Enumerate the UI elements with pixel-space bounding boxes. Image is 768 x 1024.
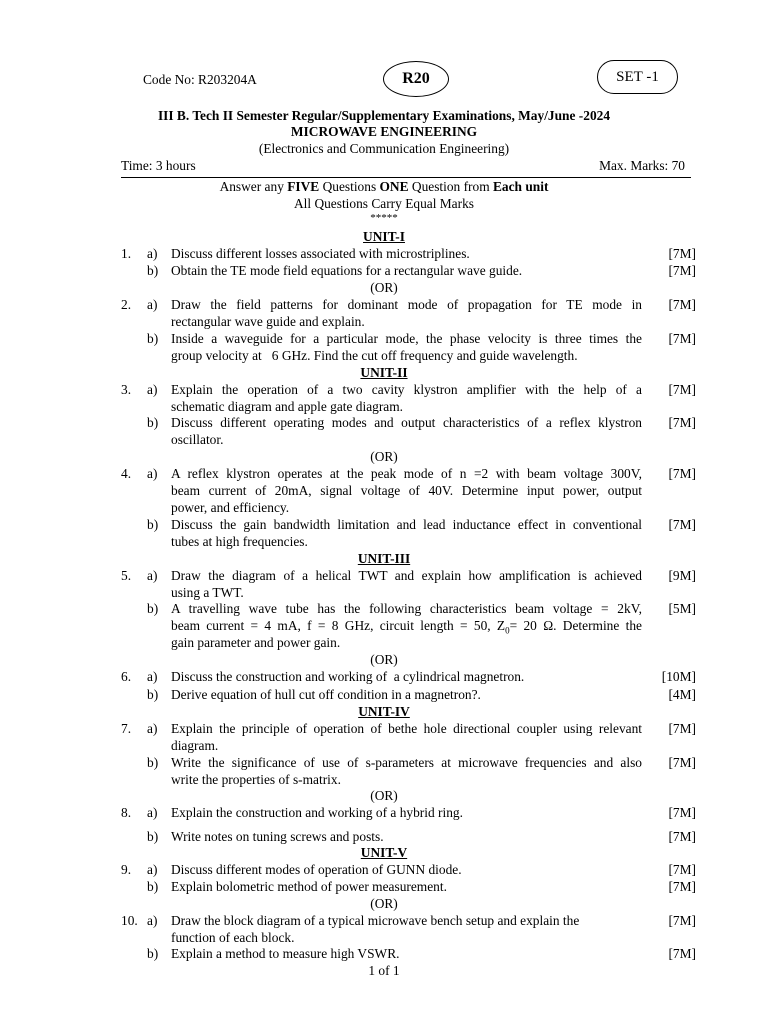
page-number: 1 of 1	[368, 963, 400, 978]
question-marks: [7M]	[668, 755, 696, 770]
code-number: Code No: R203204A	[143, 72, 257, 87]
question-marks: [7M]	[668, 913, 696, 928]
subject-title: MICROWAVE ENGINEERING	[290, 124, 478, 139]
subpart-label: a)	[147, 721, 158, 736]
subpart-label: a)	[147, 913, 158, 928]
subpart-label: b)	[147, 517, 159, 532]
or-separator: (OR)	[370, 449, 398, 464]
question-text: Discuss the construction and working of a cylindrical magnetron.	[171, 669, 525, 684]
subpart-label: b)	[147, 687, 159, 702]
exam-title: III B. Tech II Semester Regular/Supplementary Examinations, May/June -2024	[157, 108, 611, 123]
instructions-line-1: Answer any FIVE Questions ONE Question from Each unit	[219, 179, 549, 194]
subpart-label: a)	[147, 466, 158, 481]
question-text: A reflex klystron operates at the peak mode of n =2 with beam voltage 300V, beam current of 20mA, signal voltage of 40V. Determine input power, output power, and efficiency.	[171, 466, 642, 515]
question-number: 10.	[121, 913, 138, 928]
subpart-label: b)	[147, 946, 159, 961]
question-number: 5.	[121, 568, 132, 583]
question-text: Write the significance of use of s-parameters at microwave frequencies and also write the properties of s-matrix.	[171, 755, 642, 787]
exam-duration: Time: 3 hours	[121, 158, 196, 173]
or-separator: (OR)	[370, 896, 398, 911]
question-number: 8.	[121, 805, 132, 820]
separator-stars: *****	[370, 212, 398, 224]
question-marks: [7M]	[668, 946, 696, 961]
or-separator: (OR)	[370, 280, 398, 295]
question-text: Explain bolometric method of power measurement.	[171, 879, 447, 894]
question-text: Discuss different losses associated with microstriplines.	[171, 246, 470, 261]
subpart-label: b)	[147, 415, 159, 430]
max-marks: Max. Marks: 70	[599, 158, 685, 173]
question-text: Draw the field patterns for dominant mode of propagation for TE mode in rectangular wave guide and explain.	[171, 297, 642, 329]
branch-name: (Electronics and Communication Engineering)	[258, 141, 510, 156]
unit-heading: UNIT-IV	[358, 704, 410, 719]
question-number: 4.	[121, 466, 132, 481]
subpart-label: b)	[147, 879, 159, 894]
question-text: Explain a method to measure high VSWR.	[171, 946, 400, 961]
subpart-label: b)	[147, 263, 159, 278]
question-text: Write notes on tuning screws and posts.	[171, 829, 384, 844]
subpart-label: a)	[147, 246, 158, 261]
question-marks: [7M]	[668, 879, 696, 894]
question-text: Draw the block diagram of a typical microwave bench setup and explain the function of each block.	[171, 913, 580, 945]
question-text: A travelling wave tube has the following characteristics beam voltage = 2kV, beam current = 4 mA, f = 8 GHz, circuit length = 50, $Z_0= 20$ Ω. Determine the gain parameter and power gain.	[171, 601, 642, 650]
question-text: Explain the operation of a two cavity klystron amplifier with the help of a schematic diagram and apple gate diagram.	[171, 382, 642, 414]
question-text: Discuss the gain bandwidth limitation and lead inductance effect in conventional tubes at high frequencies.	[171, 517, 642, 549]
question-number: 6.	[121, 669, 132, 684]
question-marks: [7M]	[668, 829, 696, 844]
question-marks: [7M]	[668, 466, 696, 481]
question-marks: [7M]	[668, 415, 696, 430]
question-marks: [7M]	[668, 382, 696, 397]
question-number: 3.	[121, 382, 132, 397]
question-marks: [10M]	[661, 669, 696, 684]
subpart-label: a)	[147, 669, 158, 684]
question-text: Derive equation of hull cut off condition in a magnetron?.	[171, 687, 481, 702]
subpart-label: a)	[147, 568, 158, 583]
unit-heading: UNIT-III	[357, 551, 411, 566]
or-separator: (OR)	[370, 652, 398, 667]
question-marks: [7M]	[668, 721, 696, 736]
regulation-badge: R20	[383, 61, 449, 97]
subpart-label: a)	[147, 862, 158, 877]
unit-heading: UNIT-I	[363, 229, 405, 244]
question-marks: [4M]	[668, 687, 696, 702]
question-marks: [7M]	[668, 862, 696, 877]
question-marks: [7M]	[668, 263, 696, 278]
question-number: 1.	[121, 246, 132, 261]
subpart-label: b)	[147, 829, 159, 844]
question-marks: [7M]	[668, 517, 696, 532]
or-separator: (OR)	[370, 788, 398, 803]
question-marks: [7M]	[668, 297, 696, 312]
subpart-label: a)	[147, 382, 158, 397]
instructions-line-2: All Questions Carry Equal Marks	[293, 196, 474, 211]
subpart-label: b)	[147, 601, 159, 616]
unit-heading: UNIT-V	[360, 845, 408, 860]
question-marks: [5M]	[668, 601, 696, 616]
question-marks: [9M]	[668, 568, 696, 583]
question-text: Obtain the TE mode field equations for a rectangular wave guide.	[171, 263, 523, 278]
question-text: Explain the principle of operation of bethe hole directional coupler using relevant diagram.	[171, 721, 642, 753]
question-marks: [7M]	[668, 805, 696, 820]
question-text: Discuss different modes of operation of GUNN diode.	[171, 862, 462, 877]
subpart-label: b)	[147, 331, 159, 346]
question-text: Inside a waveguide for a particular mode, the phase velocity is three times the group velocity at 6 GHz. Find the cut off frequency and guide wavelength.	[171, 331, 642, 363]
subpart-label: b)	[147, 755, 159, 770]
subpart-label: a)	[147, 805, 158, 820]
question-number: 7.	[121, 721, 132, 736]
header-divider	[121, 177, 691, 178]
question-text: Explain the construction and working of a hybrid ring.	[171, 805, 463, 820]
question-number: 9.	[121, 862, 132, 877]
set-badge: SET -1	[597, 60, 678, 94]
subpart-label: a)	[147, 297, 158, 312]
unit-heading: UNIT-II	[360, 365, 408, 380]
question-number: 2.	[121, 297, 132, 312]
question-marks: [7M]	[668, 246, 696, 261]
question-text: Draw the diagram of a helical TWT and explain how amplification is achieved using a TWT.	[171, 568, 642, 600]
question-marks: [7M]	[668, 331, 696, 346]
question-text: Discuss different operating modes and output characteristics of a reflex klystron oscillator.	[171, 415, 642, 447]
